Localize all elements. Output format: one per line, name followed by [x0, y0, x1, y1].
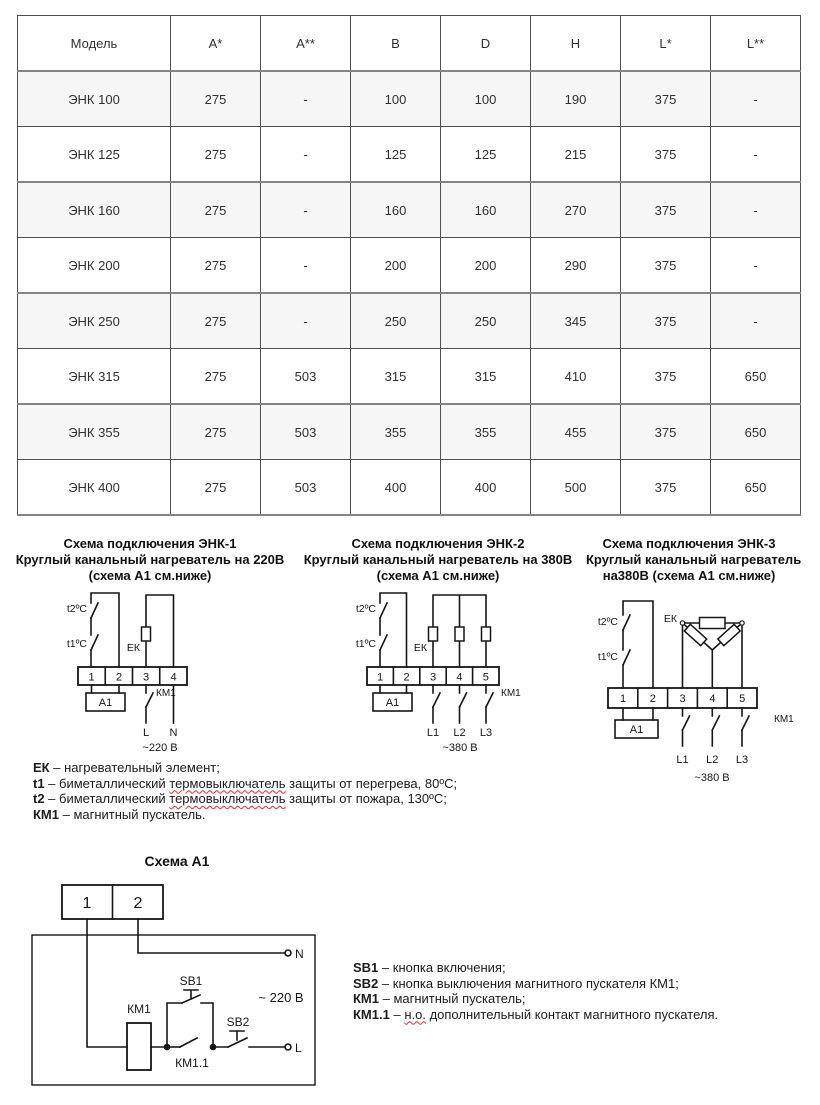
a1-label: А1 — [385, 697, 400, 709]
cell: 315 — [351, 349, 441, 405]
diagram1-title — [8, 536, 292, 584]
km1-label: КМ1 — [156, 688, 176, 699]
voltage-label: ~380 В — [694, 772, 730, 784]
cell: 275 — [171, 127, 261, 183]
phase-label: L2 — [706, 754, 719, 766]
terminal-number: 1 — [377, 671, 384, 684]
ek-label: ЕК — [663, 613, 677, 625]
cell: 290 — [531, 238, 621, 294]
diagram2-title — [298, 536, 578, 584]
terminal-number: 1 — [82, 895, 92, 912]
switch-blade-icon — [380, 603, 387, 618]
cell: 503 — [261, 404, 351, 460]
phase-label: L2 — [453, 727, 466, 739]
legend-line — [33, 791, 593, 807]
title-line: Круглый канальный нагреватель на 220В — [15, 552, 285, 567]
switch-blade-icon — [180, 1038, 197, 1047]
cell: - — [261, 71, 351, 127]
thermal-switch-branch — [91, 593, 119, 667]
terminal-number: 5 — [739, 693, 746, 705]
legend-term: t1 — [33, 775, 45, 791]
legend-text: – биметаллический — [44, 775, 170, 791]
legend-line — [33, 776, 593, 792]
cell: 375 — [621, 349, 711, 405]
thermal-switch-branch — [380, 593, 407, 667]
title-line: (схема А1 см.ниже) — [376, 568, 500, 583]
cell: 275 — [171, 349, 261, 405]
contactor-contacts — [683, 708, 750, 746]
terminal-number: 5 — [482, 671, 489, 684]
col-header-l1: L* — [621, 16, 711, 72]
cell: ЭНК 315 — [18, 349, 171, 405]
cell: - — [261, 238, 351, 294]
legend-text: защиты от перегрева, 80ºС; — [285, 775, 458, 791]
enk1-wiring-diagram — [30, 590, 300, 758]
switch-blade-icon — [712, 716, 719, 730]
voltage-label: ~380 В — [442, 742, 478, 754]
heater-resistor-icon — [429, 627, 438, 641]
legend-line — [353, 960, 813, 976]
enclosure-box — [32, 935, 315, 1085]
dimensions-table — [17, 15, 801, 516]
phase-label: L3 — [735, 754, 749, 766]
col-header-d: D — [441, 16, 531, 72]
sb1-bypass-branch — [167, 990, 213, 1047]
cell: 503 — [261, 349, 351, 405]
cell: 355 — [441, 404, 531, 460]
terminal-dividers — [105, 667, 160, 685]
cell: 375 — [621, 404, 711, 460]
cell: - — [261, 127, 351, 183]
legend-text: – кнопка выключения магнитного пускателя КМ1; — [378, 975, 679, 991]
phase-wire — [87, 919, 216, 1070]
t1-label: t1ºС — [355, 638, 376, 650]
phase-label: L — [142, 727, 150, 739]
cell: 200 — [351, 238, 441, 294]
legend-term: КМ1 — [353, 991, 379, 1006]
cell: 275 — [171, 238, 261, 294]
enk3-wiring-diagram — [585, 595, 820, 785]
a1-label: А1 — [629, 724, 644, 736]
legend-line — [353, 991, 813, 1007]
switch-blade-icon — [742, 716, 749, 730]
cell: 160 — [351, 182, 441, 238]
legend-line — [353, 1007, 813, 1023]
legend-text: дополнительный контакт магнитного пускателя. — [425, 1006, 719, 1022]
terminal-number: 4 — [170, 671, 177, 684]
cell: 500 — [531, 460, 621, 516]
legend-text: – магнитный пускатель. — [59, 806, 206, 822]
cell: 315 — [441, 349, 531, 405]
control-legend — [353, 960, 813, 1022]
cell: 375 — [621, 127, 711, 183]
cell: 250 — [351, 293, 441, 349]
components-legend — [33, 760, 593, 822]
switch-blade-icon — [380, 635, 387, 650]
cell: 400 — [441, 460, 531, 516]
col-header-l2: L** — [711, 16, 801, 72]
cell: ЭНК 160 — [18, 182, 171, 238]
terminal-number: 3 — [679, 693, 686, 705]
cell: 650 — [711, 404, 801, 460]
table-row — [18, 71, 801, 127]
col-header-a2: A** — [261, 16, 351, 72]
terminal-number: 4 — [709, 693, 716, 705]
phase-label: L — [295, 1041, 302, 1055]
title-line: Круглый канальный нагреватель на 380В — [303, 552, 573, 567]
ek-label: ЕК — [413, 642, 427, 654]
switch-blade-icon — [623, 615, 630, 630]
t1-label: t1ºС — [597, 651, 618, 663]
diagram3-title — [586, 536, 802, 584]
col-header-a1: A* — [171, 16, 261, 72]
km1-label: КМ1 — [501, 688, 521, 699]
cell: 650 — [711, 349, 801, 405]
thermal-switch-branch — [623, 601, 653, 688]
cell: 215 — [531, 127, 621, 183]
heater-resistor-icon — [142, 627, 151, 641]
delta-heater-branch — [680, 618, 744, 689]
table-row — [18, 127, 801, 183]
table-row — [18, 293, 801, 349]
terminal-number: 3 — [429, 671, 437, 684]
cell: 160 — [441, 182, 531, 238]
col-header-model: Модель — [18, 16, 171, 72]
cell: ЭНК 125 — [18, 127, 171, 183]
t2-label: t2ºС — [66, 603, 87, 615]
sb2-branch — [213, 1031, 291, 1050]
phase-label: L1 — [676, 754, 689, 766]
t2-label: t2ºС — [355, 603, 376, 615]
col-header-h: H — [531, 16, 621, 72]
legend-spellcheck-word: термовыключатель — [169, 775, 286, 791]
cell: 190 — [531, 71, 621, 127]
cell: 200 — [441, 238, 531, 294]
legend-line — [33, 760, 593, 776]
title-line: Схема подключения ЭНК-2 — [351, 536, 525, 551]
cell: - — [711, 238, 801, 294]
cell: 250 — [441, 293, 531, 349]
cell: 375 — [621, 238, 711, 294]
switch-blade-icon — [91, 635, 98, 650]
switch-blade-icon — [91, 603, 98, 618]
voltage-label: ~220 В — [142, 742, 178, 754]
cell: 410 — [531, 349, 621, 405]
cell: 275 — [171, 182, 261, 238]
cell: 100 — [351, 71, 441, 127]
heater-branch — [429, 595, 491, 667]
cell: 355 — [351, 404, 441, 460]
legend-line — [33, 807, 593, 823]
switch-blade-icon — [486, 693, 493, 707]
table-row — [18, 460, 801, 516]
switch-blade-icon — [460, 693, 467, 707]
km1-label: КМ1 — [127, 1002, 151, 1016]
legend-spellcheck-word: н.о. — [404, 1006, 426, 1022]
cell: 375 — [621, 71, 711, 127]
cell: 400 — [351, 460, 441, 516]
t1-label: t1ºС — [66, 638, 87, 650]
a1-label: А1 — [98, 697, 113, 709]
enk2-wiring-diagram — [310, 590, 582, 758]
cell: - — [711, 71, 801, 127]
cell: 345 — [531, 293, 621, 349]
neutral-label: N — [295, 947, 304, 961]
table-header-row — [18, 16, 801, 72]
title-line: Круглый канальный нагреватель — [586, 552, 802, 567]
title-line: Схема подключения ЭНК-3 — [602, 536, 776, 551]
cell: 375 — [621, 293, 711, 349]
table-row — [18, 238, 801, 294]
switch-blade-icon — [146, 693, 153, 707]
heater-resistor-icon — [455, 627, 464, 641]
legend-term: КМ1.1 — [353, 1006, 390, 1022]
junction-node — [740, 621, 744, 625]
cell: 375 — [621, 460, 711, 516]
voltage-label: ~ 220 В — [258, 990, 304, 1005]
ek-label: ЕК — [126, 642, 140, 654]
phase-label: L3 — [479, 727, 493, 739]
terminal-number: 3 — [142, 671, 150, 684]
cell: - — [261, 182, 351, 238]
legend-text: – кнопка включения; — [378, 960, 506, 975]
terminal-number: 4 — [456, 671, 463, 684]
legend-text: – — [389, 1006, 405, 1022]
cell: 100 — [441, 71, 531, 127]
heater-resistor-icon — [482, 627, 491, 641]
cell: ЭНК 200 — [18, 238, 171, 294]
cell: ЭНК 400 — [18, 460, 171, 516]
cell: ЭНК 355 — [18, 404, 171, 460]
legend-term: SB1 — [353, 960, 379, 975]
km11-label: КМ1.1 — [175, 1056, 209, 1070]
legend-term: КМ1 — [33, 806, 59, 822]
title-line: на380В (схема А1 см.ниже) — [602, 568, 776, 583]
legend-text: – нагревательный элемент; — [49, 760, 220, 775]
table-row — [18, 404, 801, 460]
cell: 275 — [171, 460, 261, 516]
terminal-number: 2 — [115, 671, 123, 684]
table-row — [18, 182, 801, 238]
neutral-wire — [138, 919, 291, 956]
switch-blade-icon — [433, 693, 440, 707]
schema-a1-title: Схема А1 — [144, 853, 210, 869]
terminal-number: 1 — [88, 671, 95, 684]
junction-node — [680, 621, 684, 625]
cell: 125 — [351, 127, 441, 183]
cell: 650 — [711, 460, 801, 516]
legend-line — [353, 976, 813, 992]
t2-label: t2ºС — [597, 616, 618, 628]
switch-blade-icon — [683, 716, 690, 730]
contactor-coil — [127, 1023, 151, 1070]
terminal-number: 2 — [133, 895, 143, 912]
terminal-number: 2 — [649, 693, 656, 705]
legend-term: ЕК — [33, 760, 50, 775]
table-row — [18, 349, 801, 405]
km1-label: КМ1 — [774, 714, 794, 725]
heater-branch — [142, 595, 174, 667]
cell: 270 — [531, 182, 621, 238]
pushbutton-actuator-icon — [230, 1031, 244, 1040]
cell: ЭНК 250 — [18, 293, 171, 349]
cell: 275 — [171, 293, 261, 349]
cell: 275 — [171, 71, 261, 127]
cell: - — [711, 127, 801, 183]
sb1-label: SB1 — [179, 974, 203, 988]
col-header-b: B — [351, 16, 441, 72]
phase-label: L1 — [426, 727, 440, 739]
legend-term: t2 — [33, 791, 45, 806]
cell: 455 — [531, 404, 621, 460]
cell: 275 — [171, 404, 261, 460]
cell: - — [711, 293, 801, 349]
cell: - — [261, 293, 351, 349]
schema-a1-diagram — [25, 880, 335, 1092]
legend-text: – магнитный пускатель; — [379, 991, 526, 1006]
legend-term: SB2 — [353, 975, 379, 991]
title-line: (схема А1 см.ниже) — [88, 568, 212, 583]
sb2-label: SB2 — [226, 1015, 250, 1029]
cell: - — [711, 182, 801, 238]
neutral-label: N — [169, 727, 178, 739]
cell: ЭНК 100 — [18, 71, 171, 127]
terminal-number: 2 — [403, 671, 410, 684]
legend-text: защиты от пожара, 130ºС; — [285, 791, 447, 806]
switch-blade-icon — [623, 650, 630, 665]
cell: 503 — [261, 460, 351, 516]
contactor-contacts — [433, 685, 493, 723]
cell: 375 — [621, 182, 711, 238]
title-line: Схема подключения ЭНК-1 — [63, 536, 237, 551]
cell: 125 — [441, 127, 531, 183]
heater-resistor-icon — [700, 618, 726, 629]
legend-text: – биметаллический — [44, 791, 170, 806]
legend-spellcheck-word: термовыключатель — [169, 791, 286, 806]
terminal-number: 1 — [619, 693, 627, 705]
